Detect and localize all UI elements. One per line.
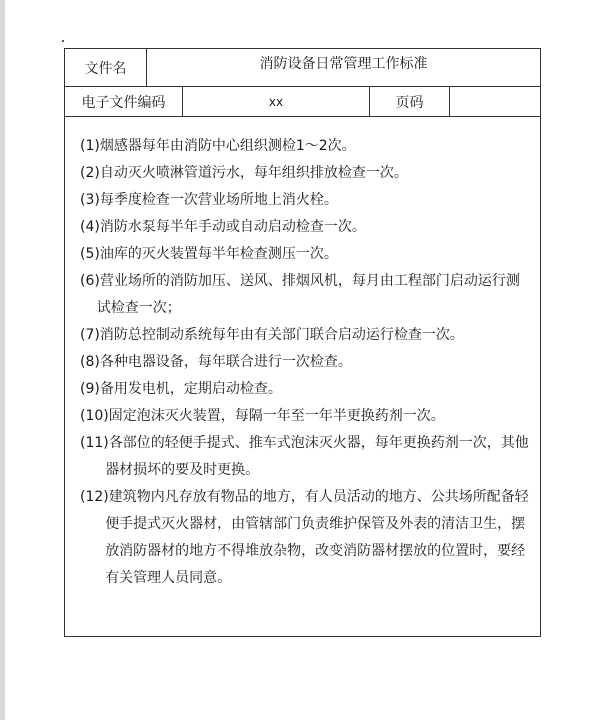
list-item: (10)固定泡沫灭火装置，每隔一年至一年半更换药剂一次。 — [80, 408, 445, 424]
document-title: 消防设备日常管理工作标准 — [147, 49, 540, 87]
page-left-edge — [0, 0, 5, 720]
list-item: (1)烟感器每年由消防中心组织测检1～2次。 — [80, 138, 356, 154]
page-number-label: 页码 — [370, 87, 450, 117]
corner-mark — [62, 40, 64, 42]
list-item: (11)各部位的轻便手提式、推车式泡沫灭火器，每年更换药剂一次，其他器材损坏的要及时更换。 — [80, 435, 529, 478]
list-item: (8)各种电器设备，每年联合进行一次检查。 — [80, 354, 352, 370]
list-item: (9)备用发电机，定期启动检查。 — [80, 381, 282, 397]
file-name-label: 文件名 — [65, 49, 147, 87]
list-item: (6)营业场所的消防加压、送风、排烟风机，每月由工程部门启动运行测试检查一次； — [80, 273, 520, 316]
list-item: (3)每季度检查一次营业场所地上消火栓。 — [80, 192, 338, 208]
file-code-label: 电子文件编码 — [65, 87, 183, 117]
management-standard-form — [64, 48, 541, 637]
page-number-value — [450, 87, 540, 117]
file-code-value: xx — [183, 87, 370, 117]
list-item: (5)油库的灭火装置每半年检查测压一次。 — [80, 246, 338, 262]
list-item: (4)消防水泵每半年手动或自动启动检查一次。 — [80, 219, 366, 235]
standard-content — [80, 133, 530, 592]
list-item: (2)自动灭火喷淋管道污水，每年组织排放检查一次。 — [80, 165, 408, 181]
list-item: (12)建筑物内凡存放有物品的地方，有人员活动的地方、公共场所配备轻便手提式灭火器材，由管辖部门负责维护保管及外表的清洁卫生，摆放消防器材的地方不得堆放杂物，改变消防器材摆放的位置时，要经有关管理人员同意。 — [80, 489, 529, 586]
list-item: (7)消防总控制动系统每年由有关部门联合启动运行检查一次。 — [80, 327, 464, 343]
